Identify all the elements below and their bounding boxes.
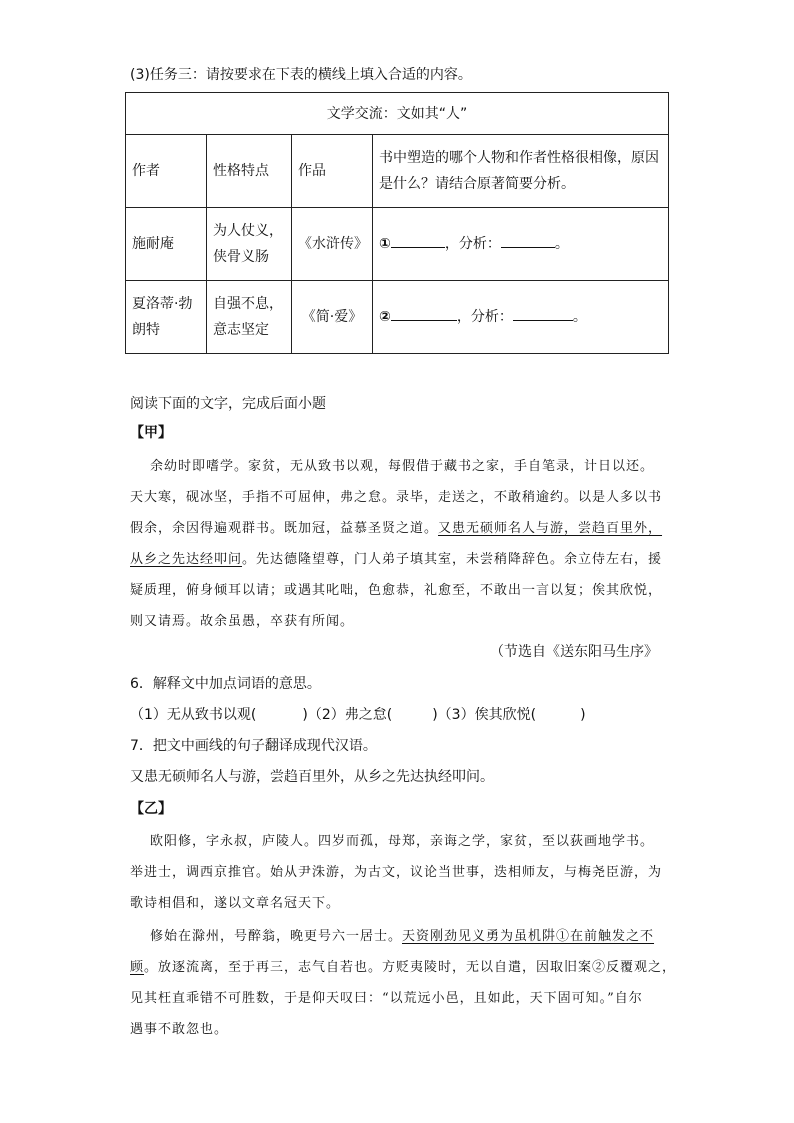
yi-line-4a: 修始在滁州，号醉翁，晚更号六一居士。	[150, 929, 403, 944]
jia-line-2: 天大寒，砚冰坚，手指不可屈伸，弗之怠。录毕，走送之，不敢稍逾约。以是人多以书	[130, 490, 663, 505]
literature-table	[125, 92, 669, 354]
yi-underlined-sentence-b: 顾	[130, 960, 145, 975]
answer-blank-1b[interactable]	[501, 233, 555, 248]
jia-underlined-sentence-b: 从乡之先达经叩问	[130, 552, 243, 567]
yi-line-6: 见其枉直乖错不可胜数，于是仰天叹曰：“以荒远小邑，且如此，天下固可知。”自尔	[130, 991, 643, 1006]
table-title: 文学交流：文如其“人”	[126, 93, 669, 135]
yi-line-4	[150, 928, 654, 946]
jia-line-5: 疑质理，俯身倾耳以请；或遇其叱咄，色愈恭，礼愈至，不敢出一言以复；俟其欣悦，	[130, 583, 663, 598]
row2-trait-line2: 意志坚定	[213, 322, 269, 338]
q6-close: )	[580, 707, 586, 723]
task3-heading: (3)任务三：请按要求在下表的横线上填入合适的内容。	[130, 67, 472, 83]
reading-intro: 阅读下面的文字，完成后面小题	[130, 396, 326, 412]
answer-blank-2a[interactable]	[391, 306, 457, 321]
q6-item-2: )（2）弗之怠(	[302, 707, 393, 723]
header-work: 作品	[292, 135, 373, 208]
yi-line-1: 欧阳修，字永叔，庐陵人。四岁而孤，母郑，亲诲之学，家贫，至以荻画地学书。	[150, 834, 655, 849]
jia-line-4	[130, 551, 662, 569]
question-7-sentence: 又患无硕师名人与游，尝趋百里外，从乡之先达执经叩问。	[130, 769, 494, 785]
jia-line-3	[130, 520, 662, 538]
question-6: 6．解释文中加点词语的意思。	[130, 676, 321, 692]
table-row	[126, 281, 669, 354]
jia-label: 【甲】	[130, 425, 172, 441]
row1-end: 。	[554, 236, 569, 252]
question-7: 7．把文中画线的句子翻译成现代汉语。	[130, 738, 377, 754]
header-question-line2: 是什么？请结合原著简要分析。	[379, 176, 575, 192]
table-row	[126, 208, 669, 281]
row2-trait-line1: 自强不息，	[213, 296, 283, 312]
q6-item-3: )（3）俟其欣悦(	[432, 707, 537, 723]
answer-blank-1a[interactable]	[391, 233, 445, 248]
row2-author	[126, 281, 207, 354]
yi-line-3: 歌诗相倡和，遂以文章名冠天下。	[130, 896, 341, 911]
header-question	[373, 135, 669, 208]
q6-item-1: （1）无从致书以观(	[130, 707, 257, 723]
row1-mid-text: ，分析：	[444, 236, 501, 252]
yi-underlined-sentence-a: 天资刚劲见义勇为虽机阱①在前触发之不	[402, 929, 655, 944]
row1-trait-line2: 侠骨义肠	[213, 249, 269, 265]
row1-trait-line1: 为人仗义，	[213, 223, 283, 239]
header-author: 作者	[126, 135, 207, 208]
row2-mid-text: ，分析：	[456, 309, 513, 325]
jia-source: （节选自《送东阳马生序》	[490, 644, 658, 660]
jia-line-6: 则又请焉。故余虽愚，卒获有所闻。	[130, 614, 355, 629]
row1-work: 《水浒传》	[292, 208, 373, 281]
header-trait: 性格特点	[207, 135, 292, 208]
header-question-line1: 书中塑造的哪个人物和作者性格很相像，原因	[379, 150, 659, 166]
row2-end: 。	[572, 309, 587, 325]
yi-line-5b: 。放逐流离，至于再三，志气自若也。方贬夷陵时，无以自遣，因取旧案②反覆观之，	[144, 960, 677, 975]
yi-line-2: 举进士，调西京推官。始从尹洙游，为古文，议论当世事，迭相师友，与梅尧臣游，为	[130, 865, 663, 880]
yi-line-7: 遇事不敢忽也。	[130, 1022, 229, 1037]
row2-trait	[207, 281, 292, 354]
row1-answer	[373, 208, 669, 281]
yi-label: 【乙】	[130, 801, 172, 817]
jia-line-4b: 。先达德隆望尊，门人弟子填其室，未尝稍降辞色。余立侍左右，援	[242, 552, 663, 567]
row2-answer	[373, 281, 669, 354]
row1-number: ①	[379, 236, 391, 252]
question-6-items	[130, 706, 586, 724]
row2-number: ②	[379, 309, 391, 325]
row2-work: 《简·爱》	[292, 281, 373, 354]
row1-author: 施耐庵	[126, 208, 207, 281]
yi-line-5	[130, 959, 676, 977]
answer-blank-2b[interactable]	[513, 306, 573, 321]
jia-line-3a: 假余，余因得遍观群书。既加冠，益慕圣贤之道。	[130, 521, 439, 536]
row2-author-line1: 夏洛蒂·勃	[132, 296, 193, 312]
jia-underlined-sentence-a: 又患无硕师名人与游，尝趋百里外，	[438, 521, 663, 536]
row1-trait	[207, 208, 292, 281]
jia-line-1: 余幼时即嗜学。家贫，无从致书以观，每假借于藏书之家，手自笔录，计日以还。	[150, 459, 655, 474]
row2-author-line2: 朗特	[132, 322, 160, 338]
